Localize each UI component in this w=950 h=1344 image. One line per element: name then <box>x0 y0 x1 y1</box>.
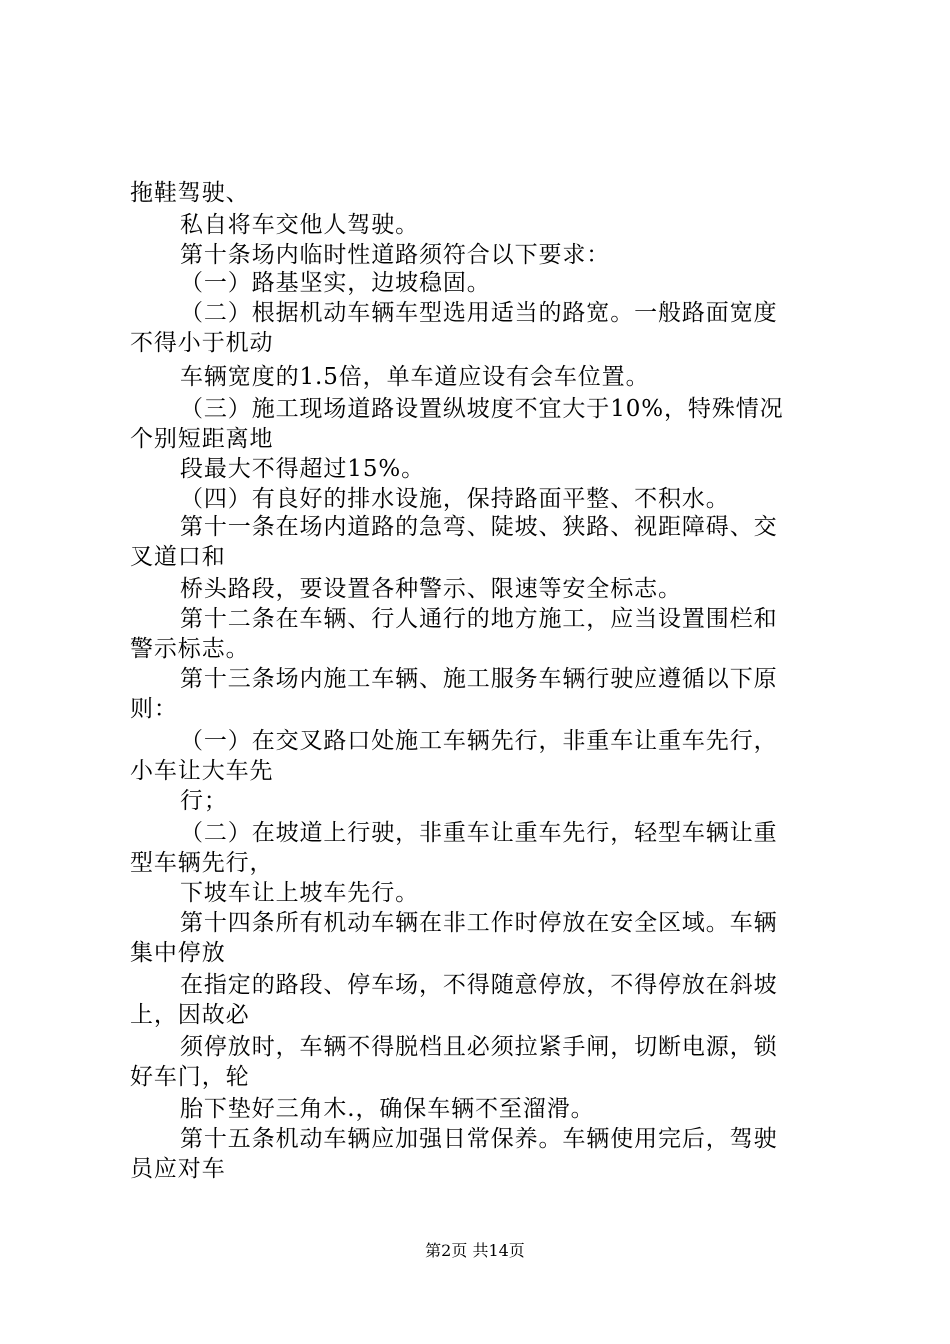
text-line: 叉道口和 <box>130 544 226 570</box>
text-line: 员应对车 <box>130 1156 226 1182</box>
text-line: 则： <box>130 696 178 722</box>
page-number-footer: 第2页 共14页 <box>425 1241 525 1260</box>
text-line: 第十二条在车辆、行人通行的地方施工，应当设置围栏和 <box>180 606 778 632</box>
text-line: 第十四条所有机动车辆在非工作时停放在安全区域。车辆 <box>180 910 778 936</box>
text-line: 型车辆先行， <box>130 850 274 876</box>
text-line: 私自将车交他人驾驶。 <box>180 212 419 238</box>
text-line: （一）路基坚实，边坡稳固。 <box>180 270 491 296</box>
text-line: 在指定的路段、停车场，不得随意停放，不得停放在斜坡 <box>180 972 778 998</box>
text-line: 车辆宽度的1.5倍，单车道应设有会车位置。 <box>180 364 650 390</box>
text-line: 集中停放 <box>130 940 226 966</box>
text-line: 好车门，轮 <box>130 1064 250 1090</box>
text-line: （二）根据机动车辆车型选用适当的路宽。一般路面宽度 <box>180 300 778 326</box>
text-line: 警示标志。 <box>130 636 250 662</box>
text-line: 个别短距离地 <box>130 426 274 452</box>
text-line: （三）施工现场道路设置纵坡度不宜大于10%，特殊情况 <box>180 396 784 422</box>
text-line: 不得小于机动 <box>130 330 274 356</box>
text-line: 小车让大车先 <box>130 758 274 784</box>
text-line: 第十一条在场内道路的急弯、陡坡、狭路、视距障碍、交 <box>180 514 778 540</box>
text-line: 段最大不得超过15%。 <box>180 456 426 482</box>
text-line: 拖鞋驾驶、 <box>130 180 250 206</box>
text-line: 第十条场内临时性道路须符合以下要求： <box>180 242 611 268</box>
text-line: 桥头路段，要设置各种警示、限速等安全标志。 <box>180 576 682 602</box>
text-line: （二）在坡道上行驶，非重车让重车先行，轻型车辆让重 <box>180 820 778 846</box>
text-line: （四）有良好的排水设施，保持路面平整、不积水。 <box>180 486 730 512</box>
text-line: 行； <box>180 788 228 814</box>
text-line: 第十三条场内施工车辆、施工服务车辆行驶应遵循以下原 <box>180 666 778 692</box>
text-line: 上，因故必 <box>130 1002 250 1028</box>
text-line: 胎下垫好三角木.，确保车辆不至溜滑。 <box>180 1096 595 1122</box>
text-line: 下坡车让上坡车先行。 <box>180 880 419 906</box>
text-line: （一）在交叉路口处施工车辆先行，非重车让重车先行， <box>180 728 778 754</box>
text-line: 第十五条机动车辆应加强日常保养。车辆使用完后，驾驶 <box>180 1126 778 1152</box>
text-line: 须停放时，车辆不得脱档且必须拉紧手闸，切断电源，锁 <box>180 1034 778 1060</box>
